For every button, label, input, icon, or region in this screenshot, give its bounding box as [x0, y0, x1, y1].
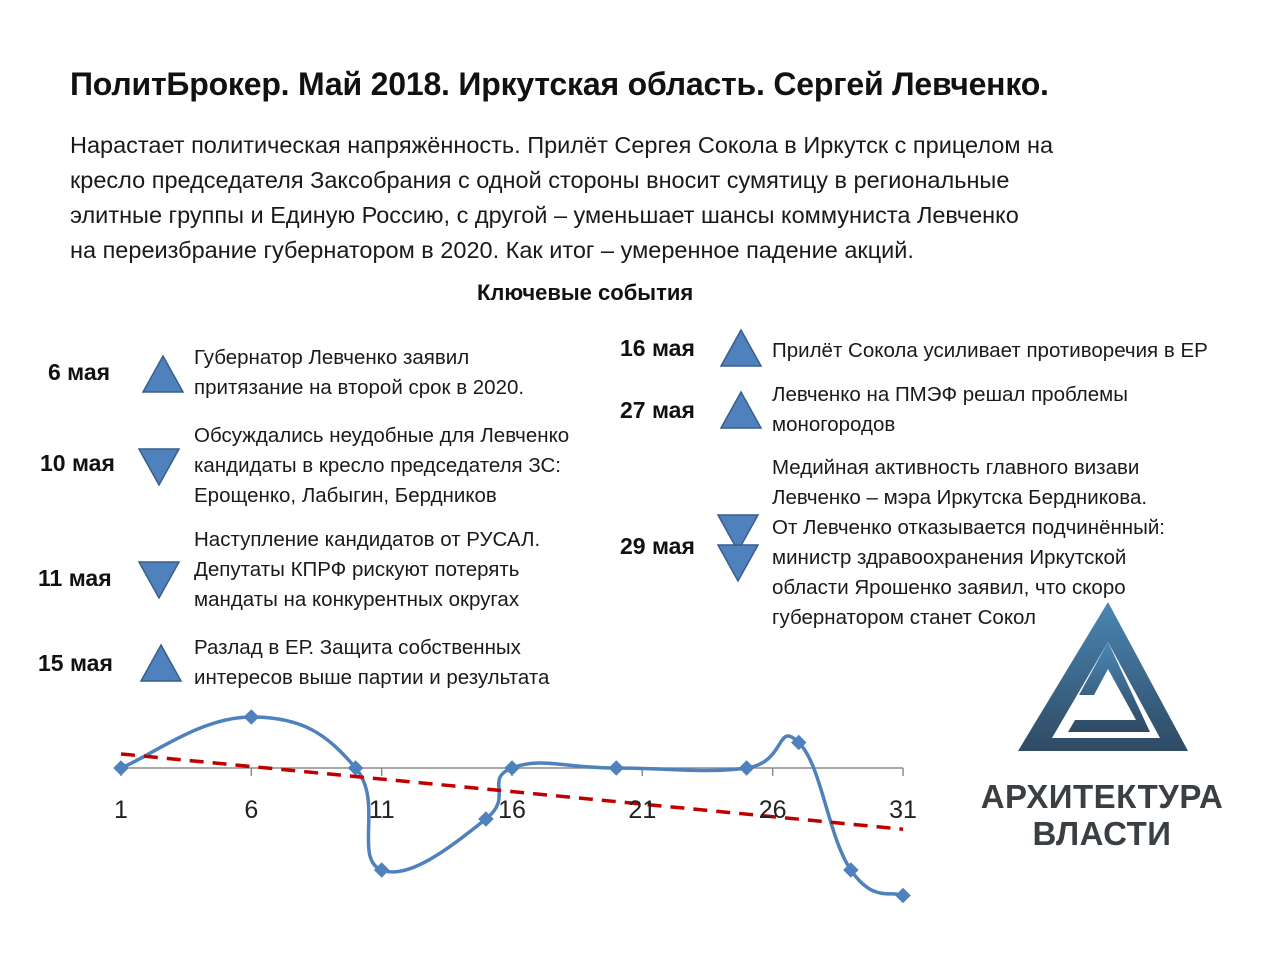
event-line: Прилёт Сокола усиливает противоречия в ЕР: [772, 339, 1208, 362]
x-tick-label: 21: [628, 796, 657, 824]
event-date: 27 мая: [620, 397, 695, 423]
page-title: ПолитБрокер. Май 2018. Иркутская область. Сергей Левченко.: [70, 66, 1049, 102]
event-description: [194, 525, 540, 615]
event-date: 15 мая: [38, 650, 113, 676]
event-line: Ерощенко, Лабыгин, Бердников: [194, 484, 497, 507]
event-date: 29 мая: [620, 533, 695, 559]
event-line: интересов выше партии и результата: [194, 666, 550, 689]
stock-line-chart: [0, 690, 940, 920]
x-tick-label: 26: [758, 796, 787, 824]
logo-title: АРХИТЕКТУРА: [980, 778, 1224, 815]
event-line: Левченко на ПМЭФ решал проблемы: [772, 383, 1128, 406]
data-point: [608, 760, 624, 776]
data-point: [895, 888, 911, 904]
down-triangle-icon: [137, 560, 181, 600]
event-line: моногородов: [772, 413, 896, 436]
event-line: Обсуждались неудобные для Левченко: [194, 424, 570, 447]
event-date: 16 мая: [620, 335, 695, 361]
event-description: [772, 336, 1208, 366]
x-tick-label: 1: [114, 796, 128, 824]
up-triangle-icon: [139, 643, 183, 683]
up-triangle-icon: [141, 354, 185, 394]
event-date: 11 мая: [38, 565, 112, 591]
event-line: Наступление кандидатов от РУСАЛ.: [194, 528, 541, 551]
x-tick-label: 11: [368, 796, 395, 824]
lead-line: элитные группы и Единую Россию, с другой – уменьшает шансы коммуниста Левченко: [70, 202, 1019, 228]
event-line: Левченко – мэра Иркутска Бердникова.: [772, 486, 1148, 509]
event-description: [194, 421, 569, 511]
event-line: притязание на второй срок в 2020.: [194, 376, 525, 399]
event-description: [772, 380, 1128, 440]
x-tick-label: 31: [889, 796, 917, 824]
event-line: От Левченко отказывается подчинённый:: [772, 516, 1165, 539]
x-tick-label: 16: [498, 796, 526, 824]
event-line: Депутаты КПРФ рискуют потерять: [194, 558, 520, 581]
event-line: области Ярошенко заявил, что скоро: [772, 576, 1126, 599]
lead-line: Нарастает политическая напряжённость. Прилёт Сергея Сокола в Иркутск с прицелом на: [70, 132, 1054, 158]
event-line: Разлад в ЕР. Защита собственных: [194, 636, 521, 659]
event-line: мандаты на конкурентных округах: [194, 588, 520, 611]
event-date: 10 мая: [40, 450, 115, 476]
down-triangle-icon: [716, 543, 760, 583]
data-point: [504, 760, 520, 776]
data-point: [244, 709, 260, 725]
event-line: кандидаты в кресло председателя ЗС:: [194, 454, 561, 477]
event-date: 6 мая: [48, 359, 111, 385]
up-triangle-icon: [719, 390, 763, 430]
logo-subtitle: ВЛАСТИ: [1032, 815, 1172, 852]
x-tick-label: 6: [244, 796, 259, 824]
events-title: Ключевые события: [477, 280, 694, 305]
event-line: губернатором станет Сокол: [772, 606, 1036, 629]
event-line: Медийная активность главного визави: [772, 456, 1140, 479]
lead-paragraph: [70, 128, 1180, 268]
event-description: [194, 343, 524, 403]
lead-line: кресло председателя Заксобрания с одной стороны вносит сумятицу в региональные: [70, 167, 1010, 193]
data-point: [113, 760, 129, 776]
data-point: [739, 760, 755, 776]
event-description: [194, 633, 549, 693]
down-triangle-icon: [137, 447, 181, 487]
event-line: министр здравоохранения Иркутской: [772, 546, 1127, 569]
lead-line: на переизбрание губернатором в 2020. Как итог – умеренное падение акций.: [70, 237, 914, 263]
up-triangle-icon: [719, 328, 763, 368]
event-line: Губернатор Левченко заявил: [194, 346, 470, 369]
